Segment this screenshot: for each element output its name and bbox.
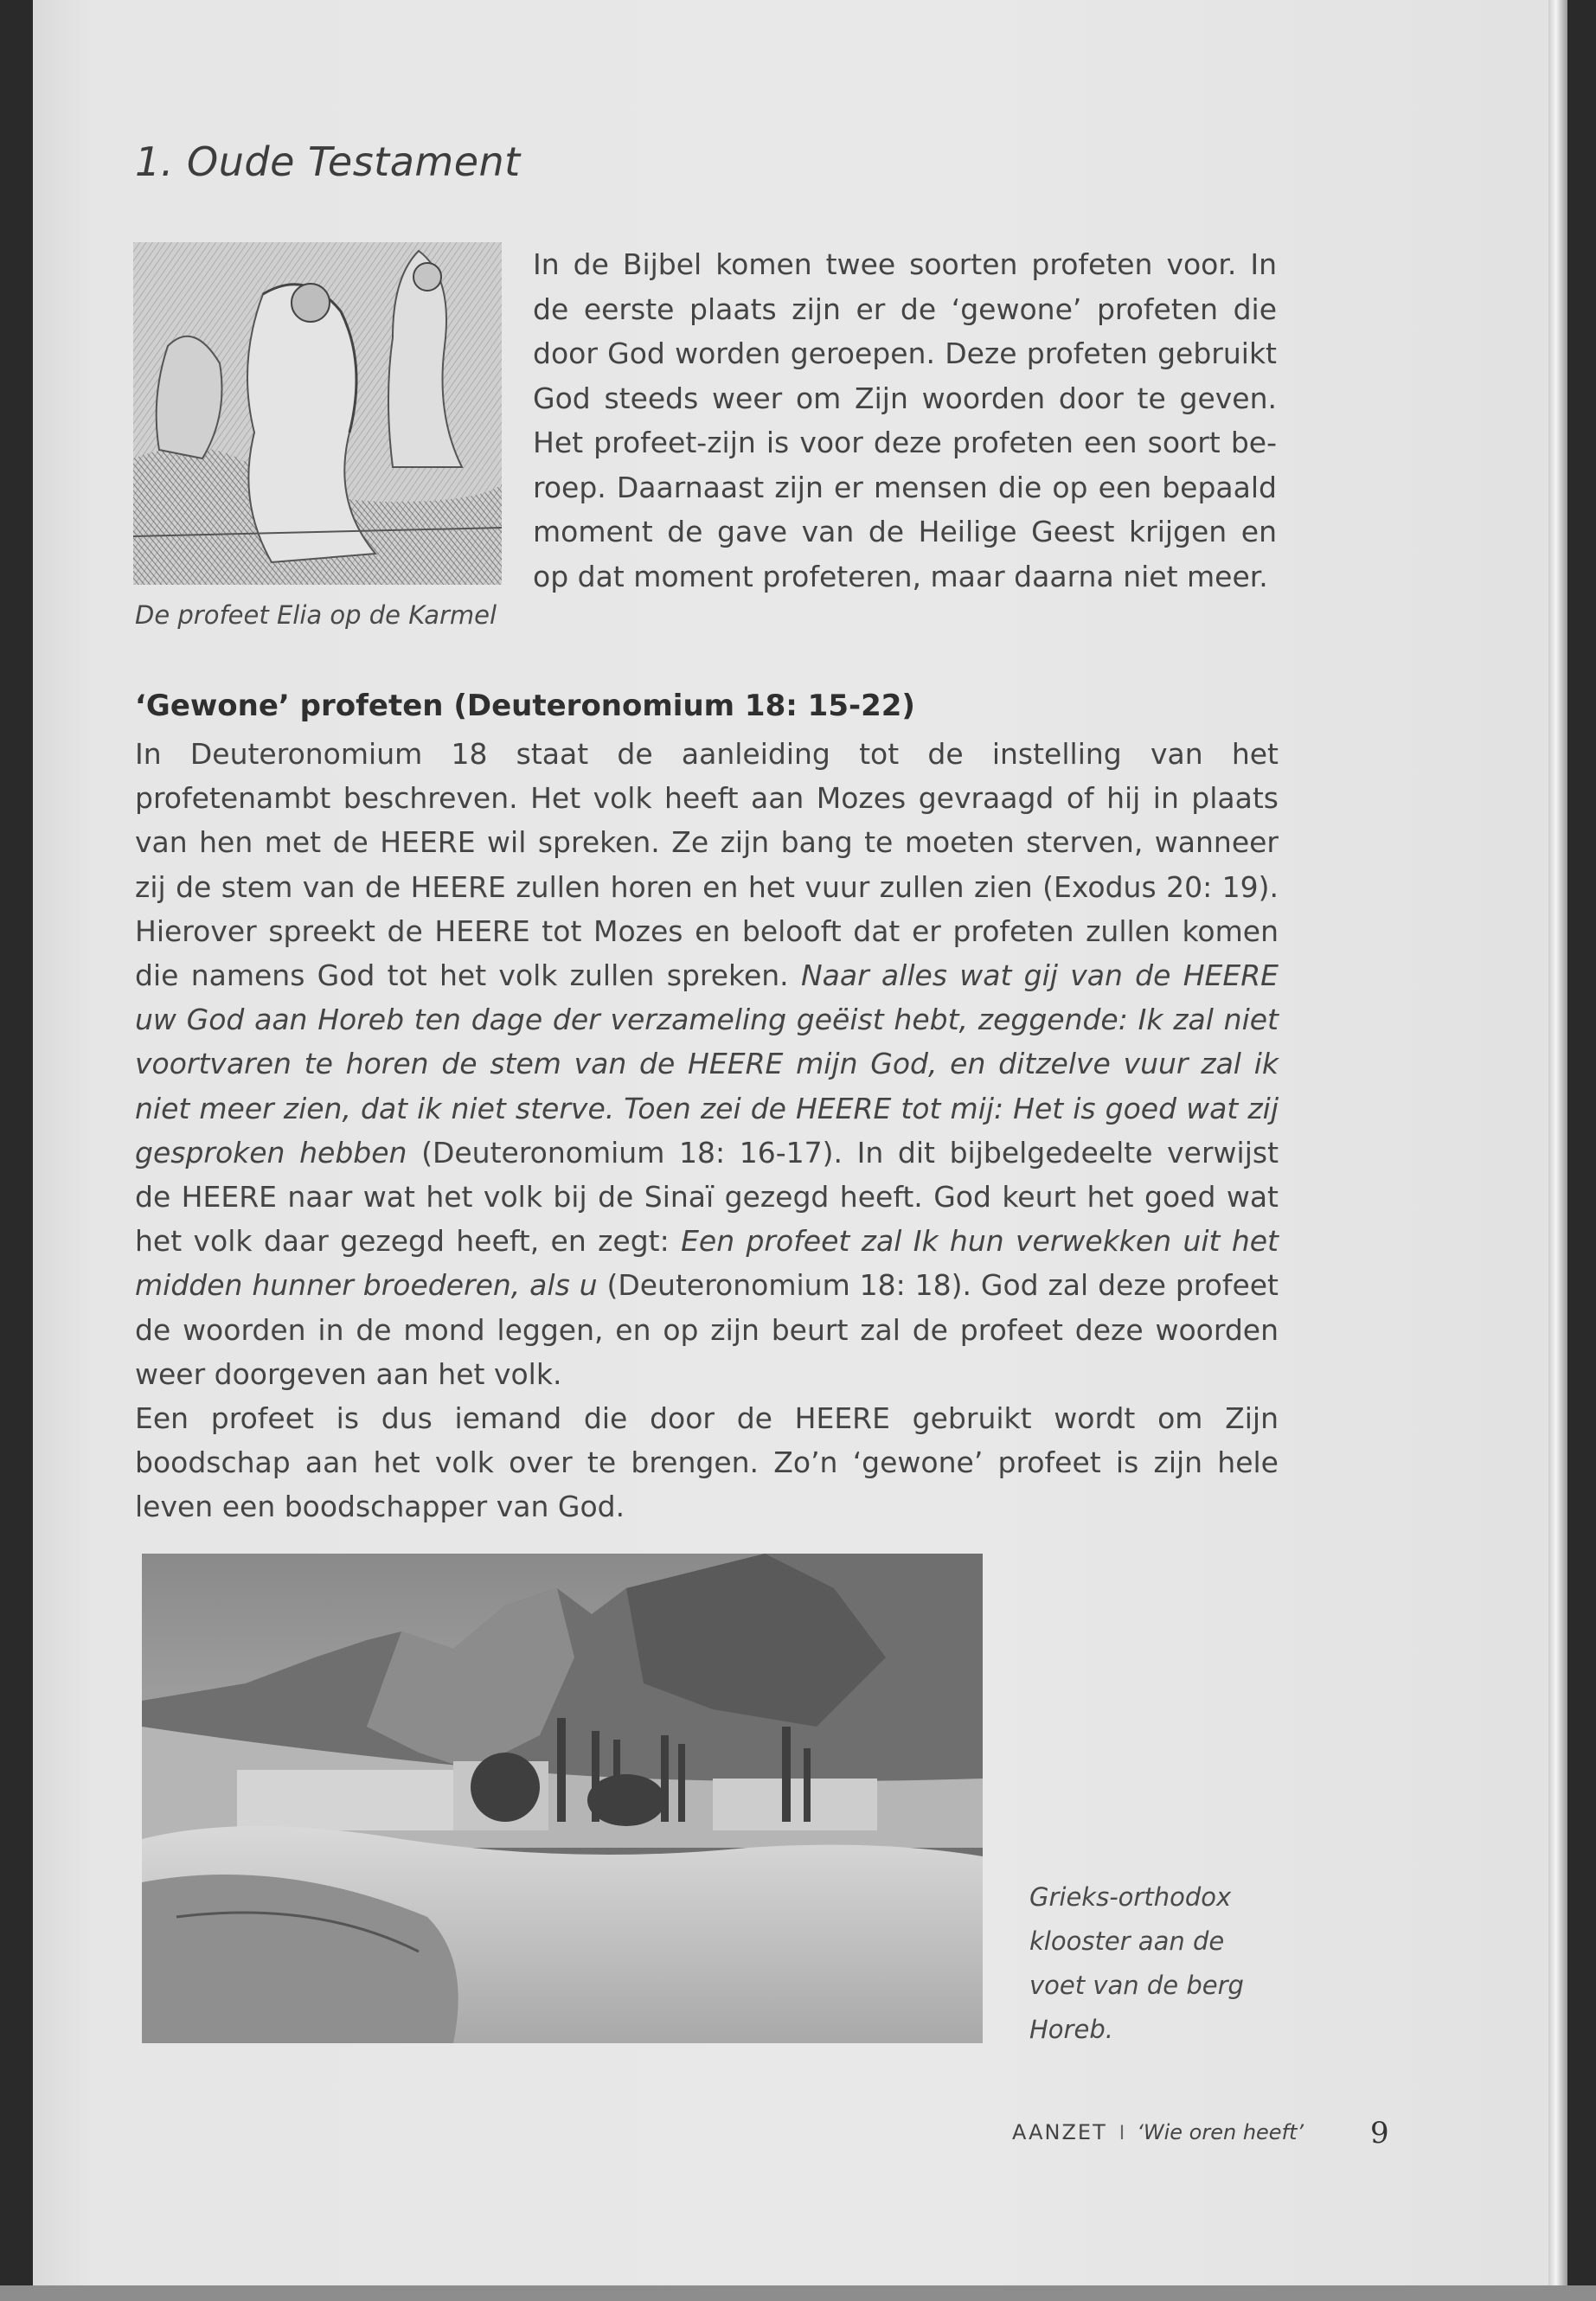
elia-caption: De profeet Elia op de Karmel	[135, 600, 497, 630]
subsection-heading: ‘Gewone’ profeten (Deuteronomium 18: 15-22)	[135, 689, 915, 723]
page-edge	[1548, 0, 1567, 2301]
body-paragraph-1: In Deuteronomium 18 staat de aanleiding tot de instelling van het profetenambt beschreven. Het volk heeft aan Mozes gevraagd of hij in plaats van hen met de HEERE wil spreken. Ze zijn bang te moeten sterven, wanneer zij de stem van de HEERE zullen horen en het vuur zullen zien (Exodus 20: 19). Hierover spreekt de HEERE tot Mozes en belooft dat er profeten zullen komen die namens God tot het volk zullen spreken.	[135, 737, 1279, 993]
running-footer	[1012, 2120, 1393, 2144]
body-paragraph-4: Een profeet is dus iemand die door de HEERE gebruikt wordt om Zijn boodschap aan het volk over te brengen. Zo’n ‘gewone’ profeet is zijn hele leven een boodschapper van God.	[135, 1401, 1279, 1524]
intro-paragraph: In de Bijbel komen twee soorten profeten voor. In de eerste plaats zijn er de ‘gewone’ profeten die door God worden geroepen. Deze profeten gebruikt God steeds weer om Zijn woorden door te geven. Het profeet-zijn is voor deze profeten een soort beroep. Daarnaast zijn er mensen die op een bepaald moment de gave van de Heilige Geest krijgen en op dat moment profeteren, maar daarna niet meer.	[533, 247, 1277, 593]
footer-book-title: AANZET	[1012, 2120, 1107, 2144]
section-title: 1. Oude Testament	[135, 138, 521, 185]
quote-horeb: Naar alles wat gij van de HEERE uw God aan Horeb ten dage der verzameling geëist hebt, zeggende: Ik zal niet voortvaren te horen de stem van de HEERE mijn God, en ditzelve vuur zal ik niet meer zien, dat ik niet sterve. Toen zei de HEERE tot mij: Het is goed wat zij gesproken hebben	[135, 958, 1279, 1170]
elia-etching-image	[133, 242, 502, 585]
horeb-monastery-photo	[142, 1554, 983, 2043]
footer-separator: I	[1118, 2123, 1125, 2144]
page-bottom-shadow	[0, 2285, 1596, 2301]
klooster-caption: Grieks-orthodox klooster aan de voet van de berg Horeb.	[1029, 1882, 1244, 2044]
body-paragraph-2: (Deuteronomium 18: 16-17). In dit bijbelgedeelte verwijst de HEERE naar wat het volk bij de Sinaï gezegd heeft. God keurt het goed wat het volk daar gezegd heeft, en zegt:	[135, 1135, 1279, 1259]
page-number: 9	[1370, 2116, 1389, 2150]
body-text	[135, 732, 1279, 1529]
body-paragraph-3: (Deuteronomium 18: 18). God zal deze profeet de woorden in de mond leggen, en op zijn beurt zal de profeet deze woorden weer doorgeven aan het volk.	[135, 1268, 1279, 1391]
footer-chapter-title: ‘Wie oren heeft’	[1137, 2120, 1304, 2144]
quote-profeet: Een profeet zal Ik hun verwekken uit het midden hunner broederen, als u	[135, 1224, 1279, 1303]
